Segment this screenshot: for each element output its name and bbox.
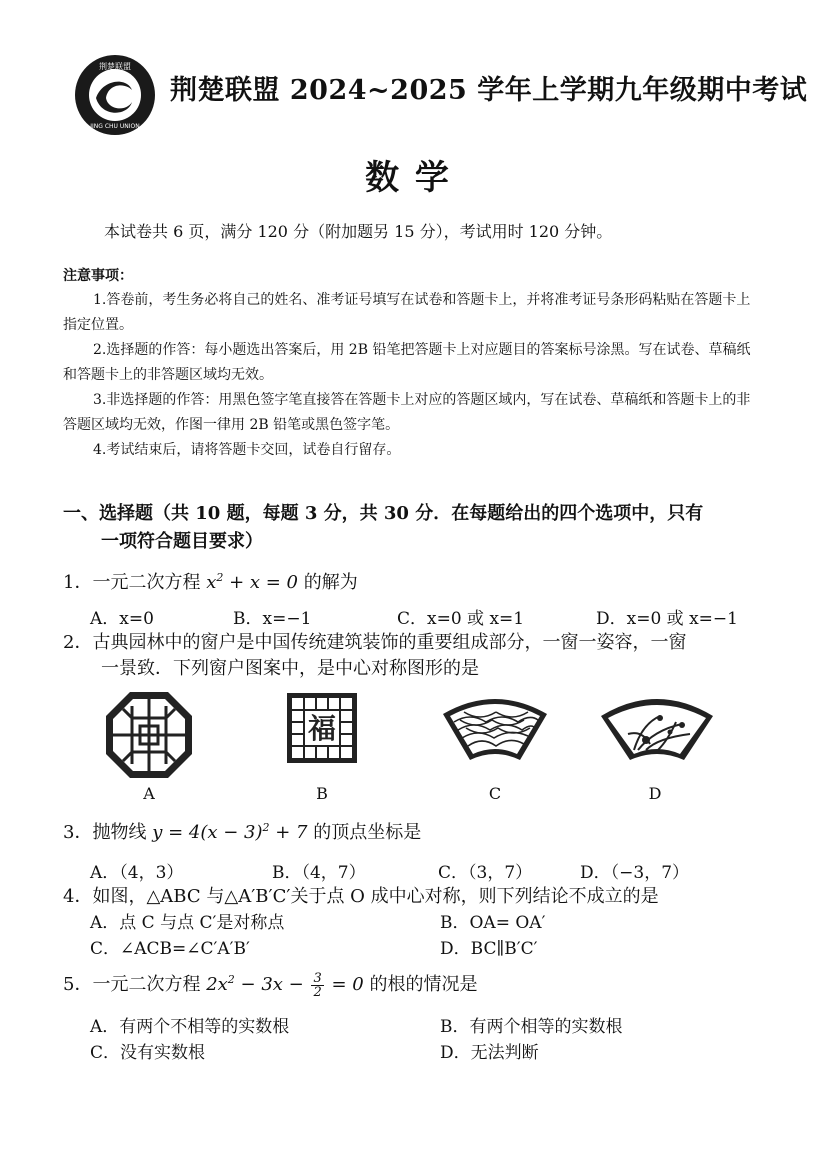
window-square-fu-figure [286, 692, 358, 764]
section-line-1: 一、选择题（共 10 题，每题 3 分，共 30 分．在每题给出的四个选项中，只有 [63, 503, 704, 524]
svg-text:荆楚联盟: 荆楚联盟 [99, 62, 131, 71]
option-a: A．有两个不相等的实数根 [90, 1017, 290, 1037]
question-2-line-2: 一景致．下列窗户图案中，是中心对称图形的是 [101, 658, 479, 679]
equation: $y = 4(x - 3)^2 + 7$ [152, 821, 308, 843]
subject-title: 数 学 [365, 158, 451, 198]
option-a: A．（4，3） [90, 863, 184, 883]
window-octagon-figure [104, 690, 194, 780]
question-3 [63, 818, 421, 844]
fraction: $\frac{3}{2}$ [313, 970, 322, 1000]
option-a: A．x=0 [90, 609, 154, 629]
figure-label-a: A [143, 784, 155, 803]
exam-intro: 本试卷共 6 页，满分 120 分（附加题另 15 分），考试用时 120 分钟。 [104, 222, 613, 241]
question-4 [63, 882, 659, 908]
question-stem: 的根的情况是 [369, 974, 478, 995]
question-number: 5． [63, 974, 93, 995]
option-b: B．x=−1 [233, 609, 312, 629]
question-number: 4． [63, 886, 93, 907]
option-c: C．∠ACB=∠C′A′B′ [90, 939, 250, 959]
option-b: B．OA= OA′ [440, 913, 546, 933]
question-stem: 一元二次方程 [92, 572, 201, 593]
question-stem: 一元二次方程 [92, 974, 201, 995]
question-5 [63, 970, 477, 999]
union-logo [74, 54, 156, 136]
question-stem: 的解为 [303, 572, 358, 593]
option-d: D．无法判断 [440, 1043, 539, 1063]
option-d: D．（−3，7） [580, 863, 690, 883]
option-b: B．有两个相等的实数根 [440, 1017, 623, 1037]
question-number: 2． [63, 632, 93, 653]
option-b: B．（4，7） [272, 863, 366, 883]
section-heading [63, 500, 763, 556]
option-a: A．点 C 与点 C′是对称点 [90, 913, 285, 933]
note-item: 2.选择题的作答：每小题选出答案后，用 2B 铅笔把答题卡上对应题目的答案标号涂黑。写在试卷、草稿纸和答题卡上的非答题区域均无效。 [63, 342, 751, 383]
question-2 [63, 628, 686, 654]
window-fan-lattice-figure [440, 694, 550, 764]
exam-title: 荆楚联盟 2024~2025 学年上学期九年级期中考试 [170, 75, 808, 106]
question-1 [63, 568, 358, 594]
notes-heading: 注意事项： [63, 268, 133, 284]
svg-text:福: 福 [307, 712, 337, 745]
figure-label-d: D [648, 784, 662, 803]
svg-text:JING CHU UNION: JING CHU UNION [90, 123, 140, 130]
equation: $2x^2 - 3x$ − $\frac{3}{2}$ = 0 [206, 970, 364, 1000]
window-fan-orchid-figure [598, 694, 716, 764]
option-c: C．（3，7） [438, 863, 533, 883]
question-stem: 的顶点坐标是 [313, 822, 422, 843]
section-line-2: 一项符合题目要求） [101, 531, 263, 552]
option-c: C．x=0 或 x=1 [397, 609, 525, 629]
question-number: 3． [63, 822, 93, 843]
note-item: 1.答卷前，考生务必将自己的姓名、准考证号填写在试卷和答题卡上，并将准考证号条形码粘贴在答题卡上指定位置。 [63, 292, 751, 333]
note-item: 4.考试结束后，请将答题卡交回，试卷自行留存。 [93, 442, 401, 458]
question-stem: 抛物线 [92, 822, 147, 843]
option-d: D．x=0 或 x=−1 [596, 609, 738, 629]
question-stem: 古典园林中的窗户是中国传统建筑装饰的重要组成部分，一窗一姿容，一窗 [92, 632, 687, 653]
question-stem: 如图，△ABC 与△A′B′C′关于点 O 成中心对称，则下列结论不成立的是 [92, 886, 659, 907]
figure-label-c: C [488, 784, 502, 803]
note-item: 3.非选择题的作答：用黑色签字笔直接答在答题卡上对应的答题区域内，写在试卷、草稿纸和答题卡上的非答题区域均无效，作图一律用 2B 铅笔或黑色签字笔。 [63, 392, 751, 433]
option-c: C．没有实数根 [90, 1043, 206, 1063]
question-number: 1． [63, 572, 93, 593]
figure-label-b: B [316, 784, 328, 803]
option-d: D．BC∥B′C′ [440, 939, 538, 959]
equation: $x^2 + x = 0$ [206, 571, 298, 593]
